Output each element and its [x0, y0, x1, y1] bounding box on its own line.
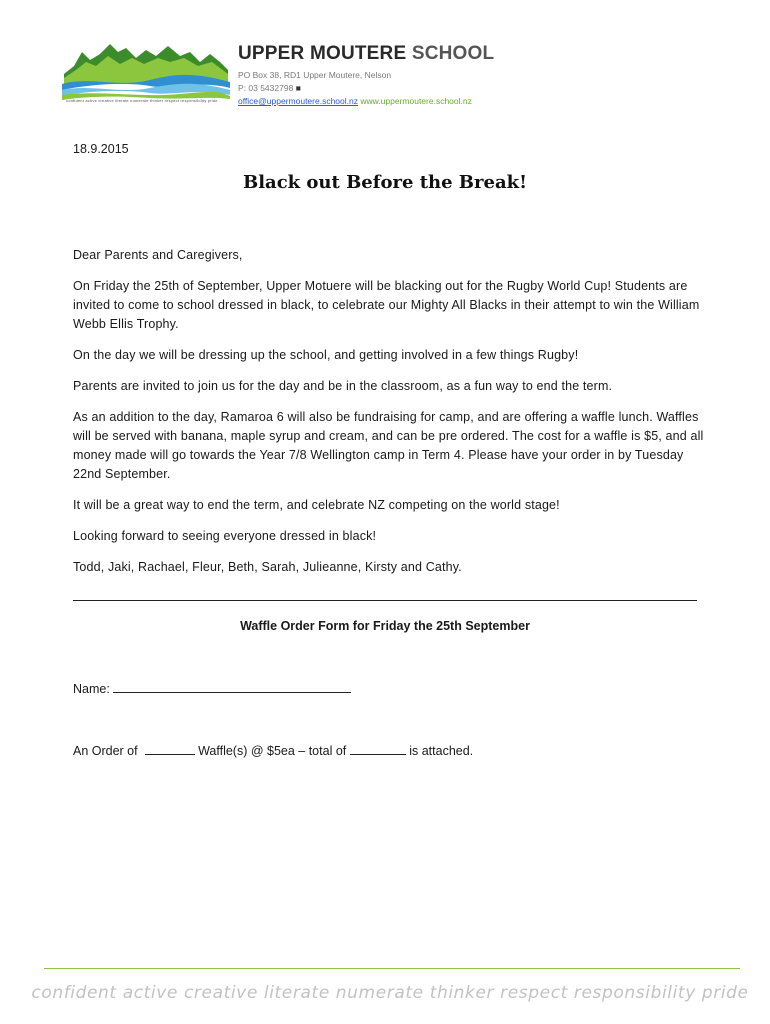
- letter-date: 18.9.2015: [73, 142, 129, 156]
- order-prefix: An Order of: [73, 744, 138, 758]
- name-field-row: [73, 680, 351, 696]
- signature-names: Todd, Jaki, Rachael, Fleur, Beth, Sarah, Julieanne, Kirsty and Cathy.: [73, 560, 462, 574]
- paragraph: Looking forward to seeing everyone dressed in black!: [73, 529, 377, 543]
- letterhead: [238, 43, 494, 108]
- contact-links: [238, 95, 494, 108]
- paragraph: Parents are invited to join us for the day and be in the classroom, as a fun way to end the term.: [73, 379, 613, 393]
- name-label: Name:: [73, 682, 110, 696]
- paragraph: On Friday the 25th of September, Upper Motuere will be blacking out for the Rugby World Cup! Students are invited to come to school dressed in black, to celebrate our Mighty All Blacks in their attempt to win the William Webb Ellis Trophy.: [73, 279, 700, 331]
- order-field-row: [73, 742, 473, 758]
- school-name-word: SCHOOL: [411, 43, 495, 64]
- paragraph: On the day we will be dressing up the school, and getting involved in a few things Rugby!: [73, 348, 579, 362]
- paragraph: It will be a great way to end the term, and celebrate NZ competing on the world stage!: [73, 498, 560, 512]
- letter-body: [73, 246, 713, 589]
- footer-divider: [44, 968, 740, 969]
- school-name-bold: UPPER MOUTERE: [238, 43, 407, 64]
- school-address: PO Box 38, RD1 Upper Moutere, Nelson: [238, 70, 392, 80]
- cut-line-divider: [73, 600, 697, 601]
- letter-headline: Black out Before the Break!: [242, 172, 527, 193]
- mountain-river-logo-icon: [60, 40, 232, 100]
- school-values-footer: confident active creative literate numerate thinker respect responsibility pride: [31, 983, 749, 1003]
- name-blank-field[interactable]: [113, 680, 351, 693]
- order-form-title: Waffle Order Form for Friday the 25th September: [240, 619, 530, 633]
- greeting: Dear Parents and Caregivers,: [73, 248, 243, 262]
- website-link[interactable]: www.uppermoutere.school.nz: [360, 96, 472, 106]
- school-phone: P: 03 5432798 ■: [238, 83, 301, 93]
- paragraph: As an addition to the day, Ramaroa 6 will also be fundraising for camp, and are offering a waffle lunch. Waffles will be served with banana, maple syrup and cream, and can be pre ordered. The cost for a waffle is $5, and all money made will go towards the Year 7/8 Wellington camp in Term 4. Please have your order in by Tuesday 22nd September.: [73, 410, 704, 481]
- logo-tagline: confident active creative literate numerate thinker respect responsibility pride: [66, 98, 218, 103]
- total-blank-field[interactable]: [350, 742, 406, 755]
- quantity-blank-field[interactable]: [145, 742, 195, 755]
- order-suffix: is attached.: [409, 744, 474, 758]
- order-mid: Waffle(s) @ $5ea – total of: [198, 744, 347, 758]
- email-link[interactable]: office@uppermoutere.school.nz: [238, 96, 358, 106]
- phone-number: P: 03 5432798: [238, 83, 294, 93]
- school-name: [238, 43, 494, 65]
